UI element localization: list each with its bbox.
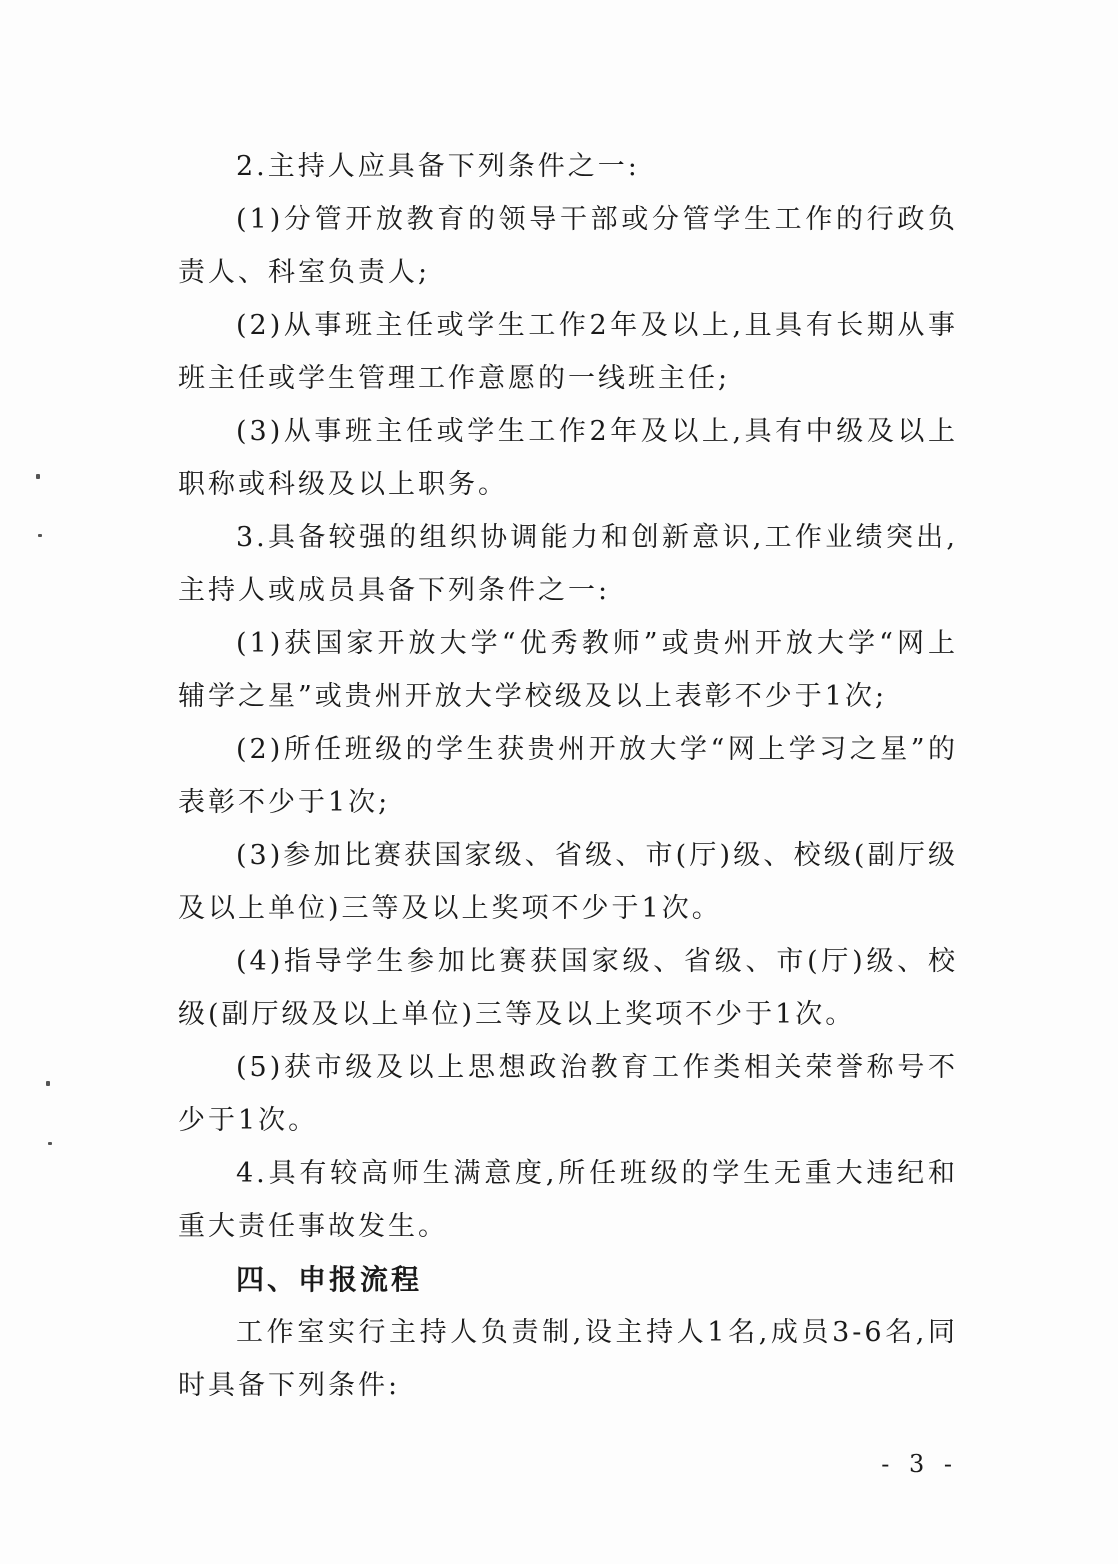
- scan-speck: [46, 1081, 50, 1086]
- paragraph-ability: 3.具备较强的组织协调能力和创新意识,工作业绩突出,主持人或成员具备下列条件之一:: [178, 522, 958, 606]
- paragraph-award-4: (4)指导学生参加比赛获国家级、省级、市(厅)级、校级(副厅级及以上单位)三等及以上奖项不少于1次。: [178, 946, 958, 1030]
- document-body: [178, 140, 958, 1412]
- scan-speck: [48, 1142, 52, 1145]
- paragraph-host-conditions: 2.主持人应具备下列条件之一:: [236, 151, 640, 182]
- page-number: - 3 -: [881, 1450, 958, 1478]
- paragraph-award-2: (2)所任班级的学生获贵州开放大学“网上学习之星”的表彰不少于1次;: [178, 734, 958, 818]
- paragraph-condition-2: (2)从事班主任或学生工作2年及以上,且具有长期从事班主任或学生管理工作意愿的一线班主任;: [178, 310, 958, 394]
- paragraph-award-1: (1)获国家开放大学“优秀教师”或贵州开放大学“网上辅学之星”或贵州开放大学校级及以上表彰不少于1次;: [178, 628, 958, 712]
- section-heading: 四、申报流程: [236, 1263, 423, 1296]
- paragraph-satisfaction: 4.具有较高师生满意度,所任班级的学生无重大违纪和重大责任事故发生。: [178, 1158, 958, 1242]
- paragraph-award-3: (3)参加比赛获国家级、省级、市(厅)级、校级(副厅级及以上单位)三等及以上奖项不少于1次。: [178, 840, 958, 924]
- paragraph-process: 工作室实行主持人负责制,设主持人1名,成员3-6名,同时具备下列条件:: [178, 1317, 958, 1401]
- paragraph-condition-1: (1)分管开放教育的领导干部或分管学生工作的行政负责人、科室负责人;: [178, 204, 958, 288]
- paragraph-award-5: (5)获市级及以上思想政治教育工作类相关荣誉称号不少于1次。: [178, 1052, 958, 1136]
- scan-speck: [38, 534, 42, 537]
- scan-speck: [36, 474, 40, 479]
- paragraph-condition-3: (3)从事班主任或学生工作2年及以上,具有中级及以上职称或科级及以上职务。: [178, 416, 958, 500]
